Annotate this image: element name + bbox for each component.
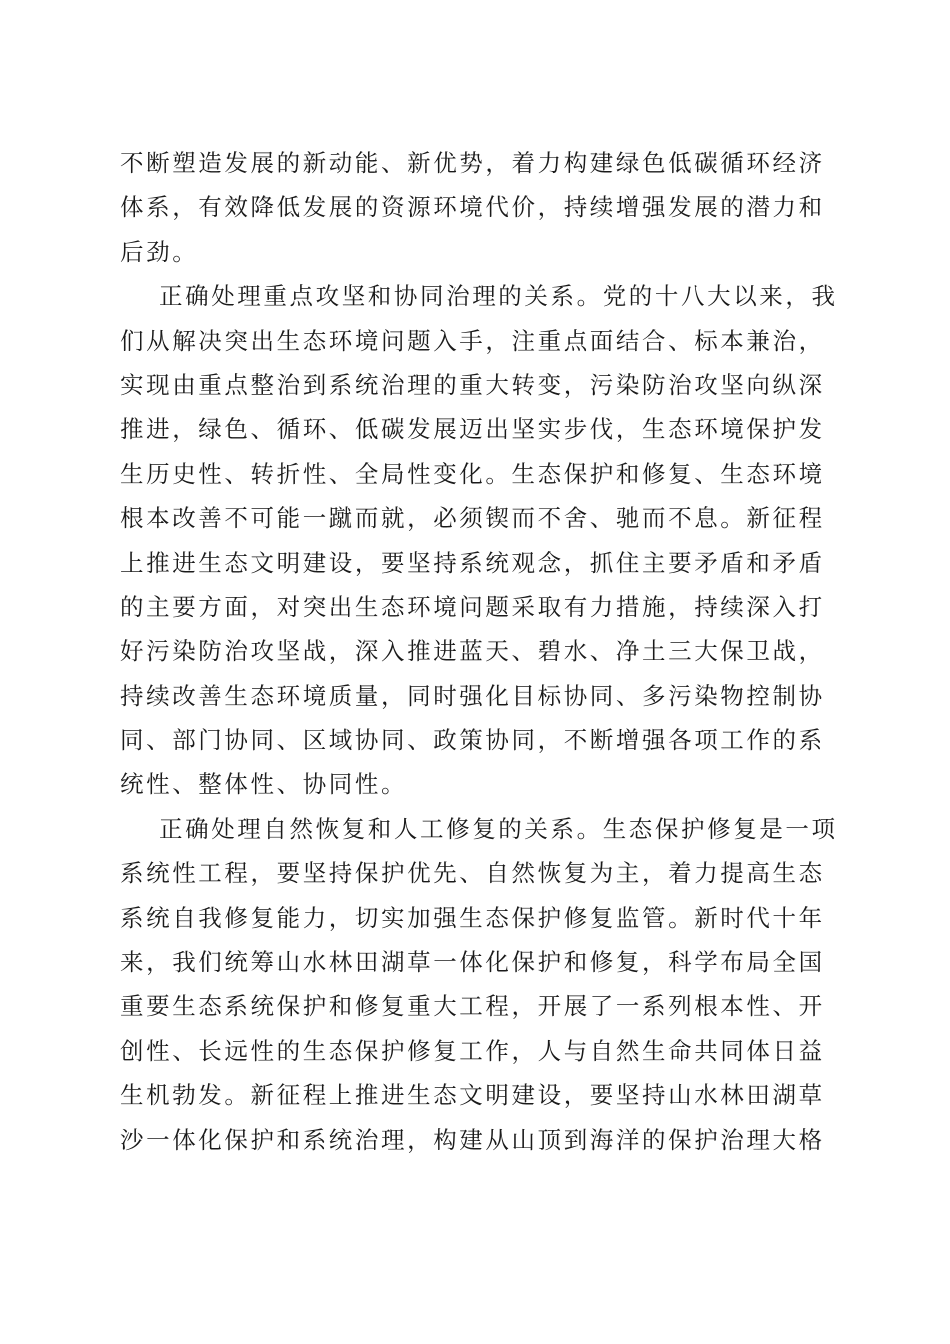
text-line: 实现由重点整治到系统治理的重大转变，污染防治攻坚向纵深 <box>120 370 825 399</box>
paragraph-natural-restoration <box>120 807 838 1162</box>
text-line: 们从解决突出生态环境问题入手，注重点面结合、标本兼治， <box>120 326 825 355</box>
document-body <box>120 141 838 1162</box>
text-line: 系统自我修复能力，切实加强生态保护修复监管。新时代十年 <box>120 903 825 932</box>
text-line: 来，我们统筹山水林田湖草一体化保护和修复，科学布局全国 <box>120 948 825 977</box>
text-line: 生历史性、转折性、全局性变化。生态保护和修复、生态环境 <box>120 459 825 488</box>
text-line: 根本改善不可能一蹴而就，必须锲而不舍、驰而不息。新征程 <box>120 504 825 533</box>
paragraph-key-tasks-coordination <box>120 274 838 807</box>
text-line: 生机勃发。新征程上推进生态文明建设，要坚持山水林田湖草 <box>120 1081 825 1110</box>
paragraph-continuation <box>120 141 830 274</box>
text-line: 创性、长远性的生态保护修复工作，人与自然生命共同体日益 <box>120 1036 825 1065</box>
text-line: 体系，有效降低发展的资源环境代价，持续增强发展的潜力和 <box>120 193 825 222</box>
text-line: 沙一体化保护和系统治理，构建从山顶到海洋的保护治理大格 <box>120 1125 825 1154</box>
text-line: 正确处理自然恢复和人工修复的关系。生态保护修复是一项 <box>159 814 838 843</box>
text-line: 同、部门协同、区域协同、政策协同，不断增强各项工作的系 <box>120 726 825 755</box>
text-line: 好污染防治攻坚战，深入推进蓝天、碧水、净土三大保卫战， <box>120 637 825 666</box>
text-line: 后劲。 <box>120 237 199 266</box>
text-line: 统性、整体性、协同性。 <box>120 770 408 799</box>
text-line: 上推进生态文明建设，要坚持系统观念，抓住主要矛盾和矛盾 <box>120 548 825 577</box>
text-line: 系统性工程，要坚持保护优先、自然恢复为主，着力提高生态 <box>120 859 825 888</box>
text-line: 推进，绿色、循环、低碳发展迈出坚实步伐，生态环境保护发 <box>120 415 825 444</box>
text-line: 持续改善生态环境质量，同时强化目标协同、多污染物控制协 <box>120 681 825 710</box>
text-line: 重要生态系统保护和修复重大工程，开展了一系列根本性、开 <box>120 992 825 1021</box>
text-line: 的主要方面，对突出生态环境问题采取有力措施，持续深入打 <box>120 592 825 621</box>
text-line: 正确处理重点攻坚和协同治理的关系。党的十八大以来，我 <box>159 282 838 311</box>
text-line: 不断塑造发展的新动能、新优势，着力构建绿色低碳循环经济 <box>120 149 825 177</box>
